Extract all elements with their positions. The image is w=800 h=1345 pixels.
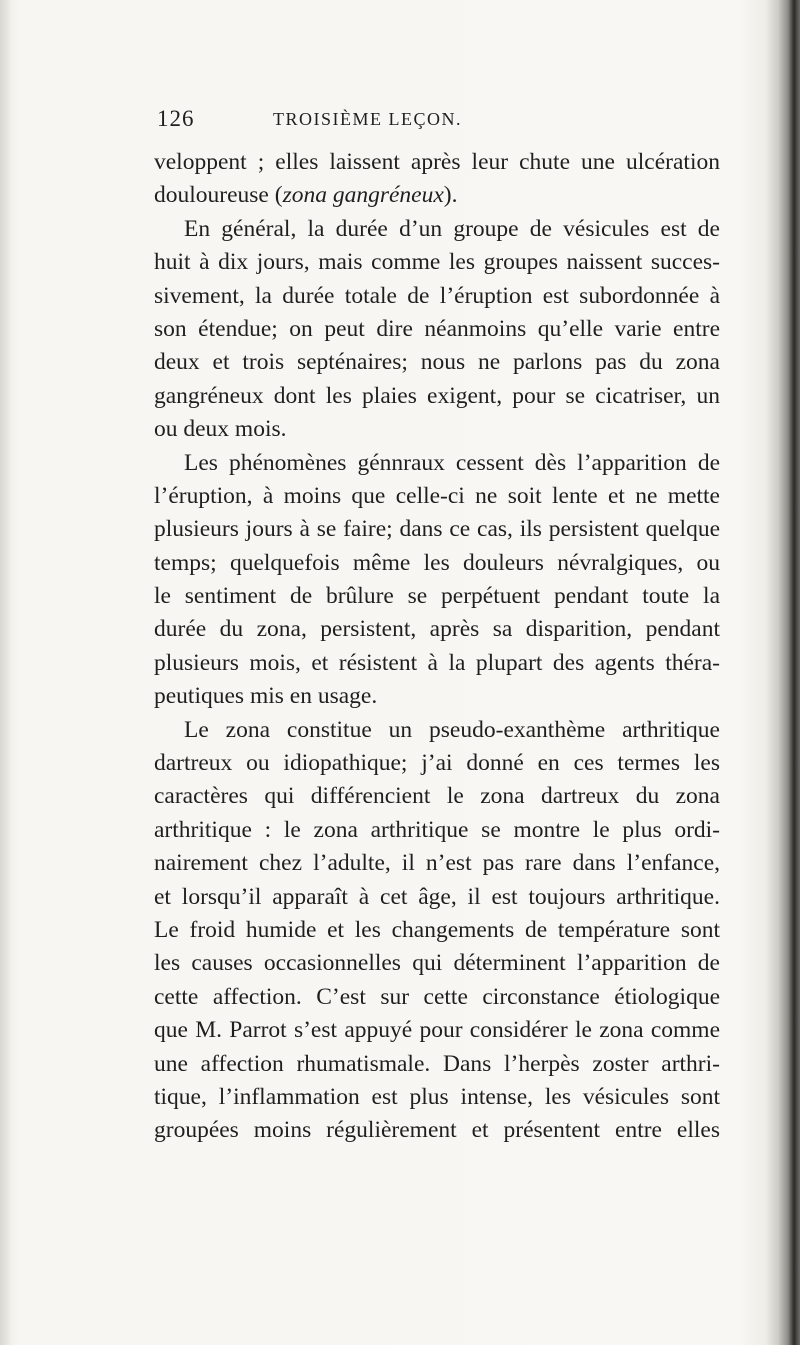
text-line-2: douloureuse (zona gangréneux). (154, 182, 458, 209)
text-line-30: groupées moins régulièrement et présentent entre elles (154, 1117, 720, 1144)
text-line-15: durée du zona, persistent, après sa disparition, pendant (154, 616, 720, 643)
text-line-21: arthritique : le zona arthritique se montre le plus ordi- (154, 816, 720, 843)
running-head: TROISIÈME LEÇON. (273, 109, 462, 129)
page-number: 126 (157, 106, 195, 131)
text-line-1: veloppent ; elles laissent après leur chute une ulcération (154, 149, 720, 175)
text-line-24: Le froid humide et les changements de température sont (154, 916, 720, 943)
text-line-29: tique, l’inflammation est plus intense, les vésicules sont (154, 1083, 720, 1110)
text-line-20: caractères qui différencient le zona dartreux du zona (154, 783, 720, 810)
text-line-26: cette affection. C’est sur cette circonstance étiologique (154, 983, 720, 1010)
page-header (157, 106, 717, 142)
text-line-5: sivement, la durée totale de l’éruption est subordonnée à (154, 282, 720, 309)
text-line-28: une affection rhumatismale. Dans l’herpès zoster arthri- (154, 1050, 720, 1077)
text-line-12: plusieurs jours à se faire; dans ce cas, ils persistent quelque (154, 516, 720, 543)
text-line-6: son étendue; on peut dire néanmoins qu’elle varie entre (154, 315, 720, 342)
text-line-13: temps; quelquefois même les douleurs névralgiques, ou (154, 549, 720, 576)
text-line-27: que M. Parrot s’est appuyé pour considérer le zona comme (154, 1017, 720, 1044)
text-line-3: En général, la durée d’un groupe de vésicules est de (184, 215, 720, 242)
text-line-7: deux et trois septénaires; nous ne parlons pas du zona (154, 349, 720, 376)
text-line-14: le sentiment de brûlure se perpétuent pendant toute la (154, 583, 720, 610)
text-line-16: plusieurs mois, et résistent à la plupart des agents théra- (154, 649, 720, 676)
italic-term: zona gangréneux (282, 182, 444, 209)
text-line-4: huit à dix jours, mais comme les groupes naissent succes- (154, 249, 720, 276)
text-line-25: les causes occasionnelles qui déterminent l’apparition de (154, 950, 720, 977)
text-line-19: dartreux ou idiopathique; j’ai donné en ces termes les (154, 750, 720, 777)
text-line-23: et lorsqu’il apparaît à cet âge, il est toujours arthritique. (154, 883, 720, 910)
text-line-8: gangréneux dont les plaies exigent, pour se cicatriser, un (154, 382, 720, 409)
page-binding-edge (766, 0, 800, 1345)
text-line-11: l’éruption, à moins que celle-ci ne soit lente et ne mette (154, 482, 720, 509)
page-gutter-shadow (0, 0, 12, 1345)
text-line-22: nairement chez l’adulte, il n’est pas rare dans l’enfance, (154, 850, 720, 877)
text-line-9: ou deux mois. (154, 416, 287, 443)
text-line-17: peutiques mis en usage. (154, 683, 378, 710)
text-line-10: Les phénomènes génnraux cessent dès l’apparition de (184, 449, 720, 476)
body-text (154, 146, 720, 1148)
text-line-18: Le zona constitue un pseudo-exanthème arthritique (184, 716, 720, 743)
